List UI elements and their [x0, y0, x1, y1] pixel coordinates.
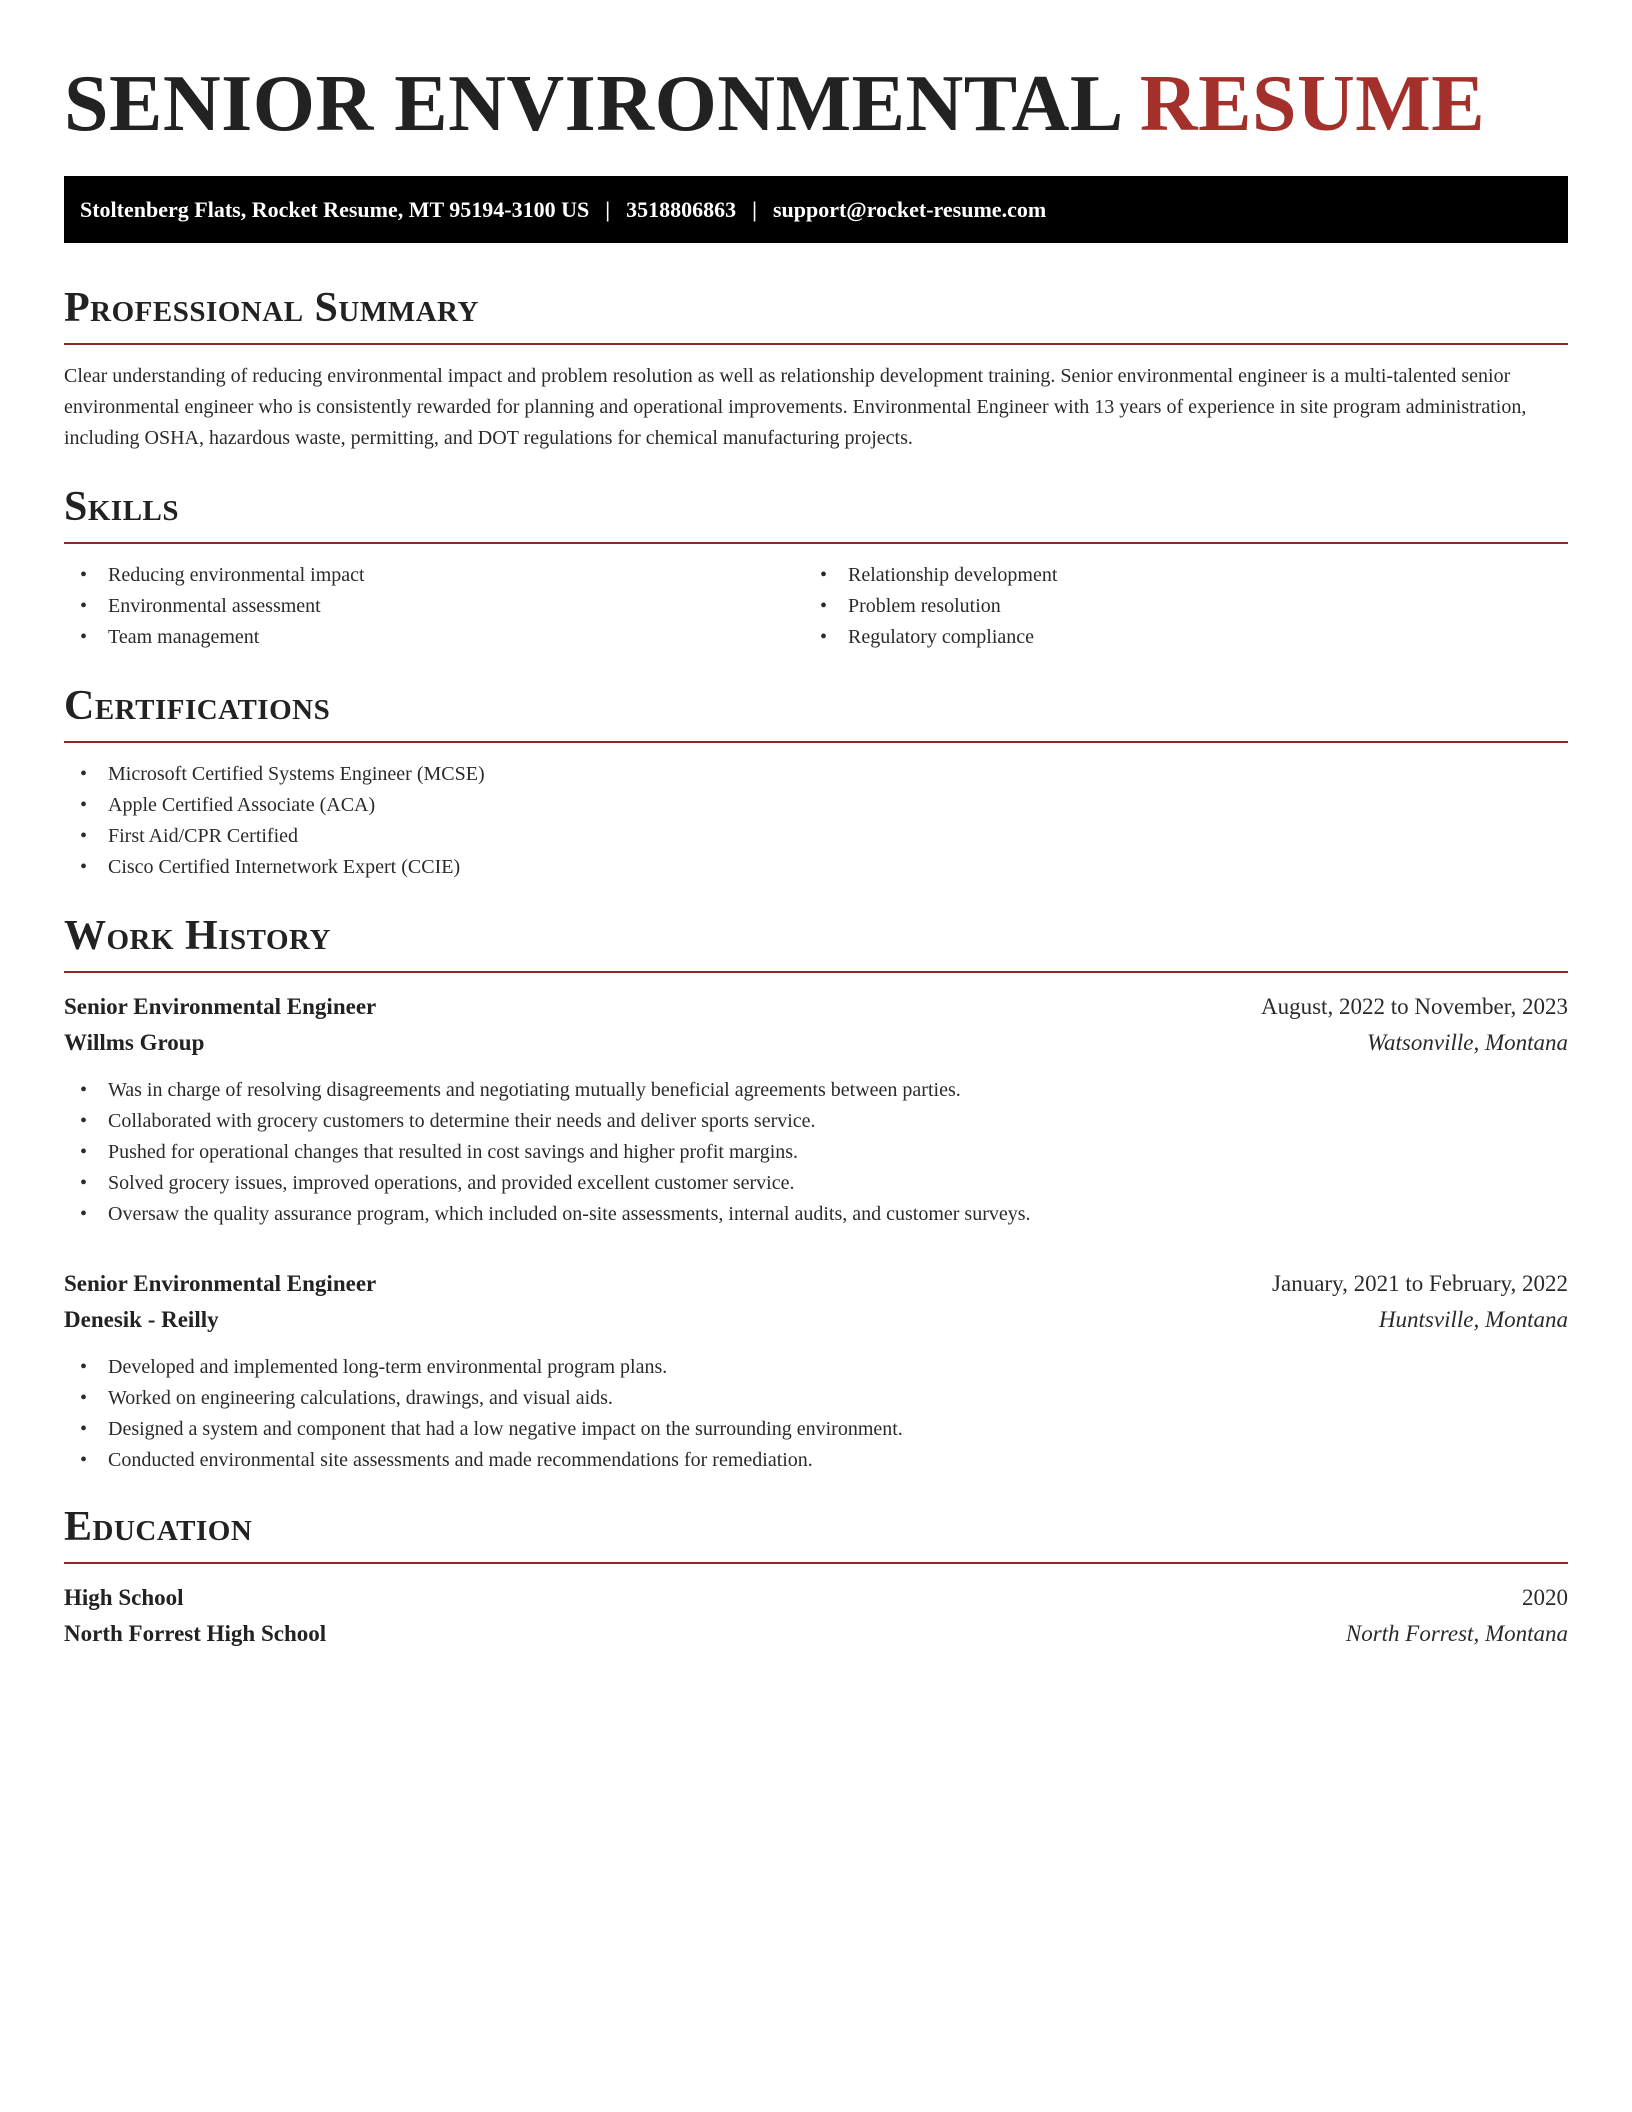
section-divider — [64, 1562, 1568, 1564]
job-company: Denesik - Reilly — [64, 1307, 219, 1332]
education-entry — [64, 1580, 1568, 1652]
contact-phone[interactable]: 3518806863 — [626, 196, 737, 222]
job-entry — [64, 989, 1568, 1230]
certification-item: • Microsoft Certified Systems Engineer (MCSE) — [64, 759, 1568, 790]
certifications-heading: Certifications — [64, 683, 331, 729]
education-school-row — [64, 1616, 1568, 1652]
education-location: North Forrest, Montana — [1345, 1621, 1568, 1646]
certifications-list — [64, 759, 1568, 883]
job-dates: January, 2021 to February, 2022 — [1272, 1271, 1568, 1296]
job-location: Huntsville, Montana — [1378, 1307, 1568, 1332]
skill-item: • Environmental assessment — [64, 591, 804, 622]
job-duties-list — [64, 1075, 1568, 1230]
certification-item: • First Aid/CPR Certified — [64, 821, 1568, 852]
job-duty: • Oversaw the quality assurance program, which included on-site assessments, internal audits, and customer surveys. — [64, 1199, 1568, 1230]
education-header-row — [64, 1580, 1568, 1616]
contact-separator: | — [752, 196, 757, 222]
job-company-row — [64, 1025, 1568, 1061]
work-history-section — [64, 911, 1568, 1476]
contact-bar — [64, 176, 1568, 243]
resume-page — [64, 0, 1568, 1652]
job-dates: August, 2022 to November, 2023 — [1261, 994, 1568, 1019]
skill-item: • Team management — [64, 622, 804, 653]
job-entry — [64, 1266, 1568, 1476]
contact-address: Stoltenberg Flats, Rocket Resume, MT 95194-3100 US — [80, 196, 590, 222]
section-divider — [64, 971, 1568, 973]
skills-heading: Skills — [64, 484, 180, 530]
job-header-row — [64, 1266, 1568, 1302]
job-duty: • Was in charge of resolving disagreements and negotiating mutually beneficial agreements between parties. — [64, 1075, 1568, 1106]
contact-email[interactable]: support@rocket-resume.com — [772, 196, 1047, 222]
job-duty: • Worked on engineering calculations, drawings, and visual aids. — [64, 1383, 1568, 1414]
skills-list-right — [804, 560, 1544, 653]
certifications-section — [64, 681, 1568, 883]
education-degree: High School — [64, 1585, 184, 1610]
section-divider — [64, 741, 1568, 743]
section-divider — [64, 343, 1568, 345]
certification-item: • Apple Certified Associate (ACA) — [64, 790, 1568, 821]
job-company: Willms Group — [64, 1030, 205, 1055]
skill-item: • Regulatory compliance — [804, 622, 1544, 653]
job-duty: • Pushed for operational changes that resulted in cost savings and higher profit margins. — [64, 1137, 1568, 1168]
summary-heading: Professional Summary — [64, 285, 479, 331]
job-duties-list — [64, 1352, 1568, 1476]
work-history-heading: Work History — [64, 913, 331, 959]
education-year: 2020 — [1522, 1585, 1568, 1610]
job-duty: • Developed and implemented long-term environmental program plans. — [64, 1352, 1568, 1383]
title-main: SENIOR ENVIRONMENTAL — [64, 60, 1120, 148]
job-duty: • Collaborated with grocery customers to determine their needs and deliver sports service. — [64, 1106, 1568, 1137]
job-title: Senior Environmental Engineer — [64, 1271, 377, 1296]
skill-item: • Relationship development — [804, 560, 1544, 591]
skills-section — [64, 482, 1568, 653]
job-duty: • Solved grocery issues, improved operations, and provided excellent customer service. — [64, 1168, 1568, 1199]
job-company-row — [64, 1302, 1568, 1338]
job-title: Senior Environmental Engineer — [64, 994, 377, 1019]
title-accent: RESUME — [1139, 60, 1486, 148]
skill-item: • Reducing environmental impact — [64, 560, 804, 591]
skills-list-left — [64, 560, 804, 653]
skills-columns — [64, 544, 1568, 653]
resume-title — [64, 0, 1568, 152]
education-heading: Education — [64, 1504, 253, 1550]
certification-item: • Cisco Certified Internetwork Expert (CCIE) — [64, 852, 1568, 883]
contact-separator: | — [605, 196, 611, 222]
summary-section — [64, 283, 1568, 454]
job-header-row — [64, 989, 1568, 1025]
education-section — [64, 1502, 1568, 1652]
job-duty: • Designed a system and component that had a low negative impact on the surrounding environment. — [64, 1414, 1568, 1445]
job-duty: • Conducted environmental site assessments and made recommendations for remediation. — [64, 1445, 1568, 1476]
education-school: North Forrest High School — [64, 1621, 327, 1646]
skill-item: • Problem resolution — [804, 591, 1544, 622]
summary-text: Clear understanding of reducing environmental impact and problem resolution as well as relationship development training. Senior environmental engineer is a multi-talented senior environmental engineer who is consistently rewarded for planning and operational improvements. Environmental Engineer with 13 years of experience in site program administration, including OSHA, hazardous waste, permitting, and DOT regulations for chemical manufacturing projects. — [64, 365, 1527, 449]
job-location: Watsonville, Montana — [1366, 1030, 1568, 1055]
